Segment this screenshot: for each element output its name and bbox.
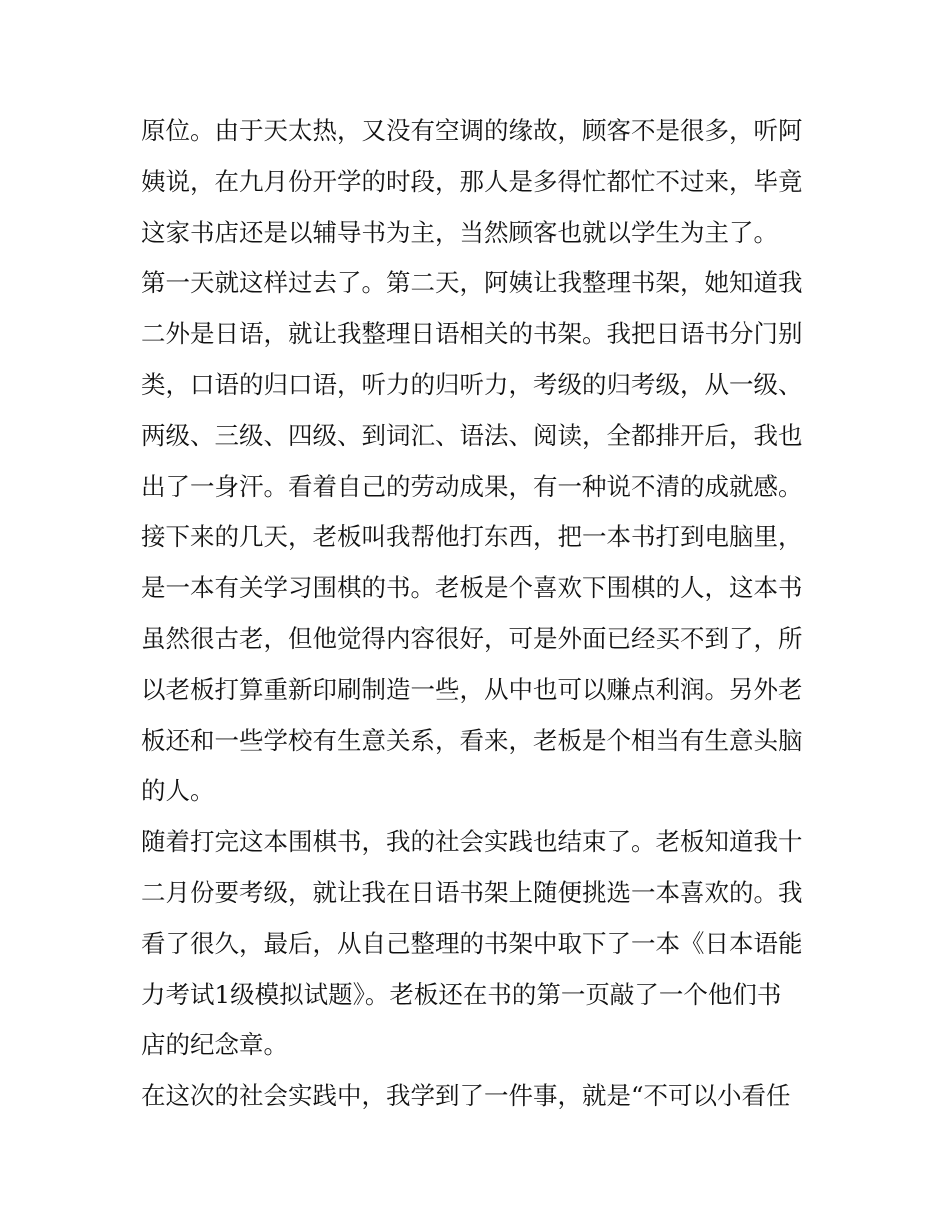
text-line: 二月份要考级，就让我在日语书架上随便挑选一本喜欢的。我 bbox=[141, 877, 803, 907]
body-text bbox=[141, 106, 821, 1122]
text-line: 是一本有关学习围棋的书。老板是个喜欢下围棋的人，这本书 bbox=[141, 573, 803, 603]
text-line: 店的纪念章。 bbox=[141, 1030, 288, 1060]
text-line: 类，口语的归口语，听力的归听力，考级的归考级，从一级、 bbox=[141, 369, 803, 399]
text-line: 原位。由于天太热，又没有空调的缘故，顾客不是很多，听阿 bbox=[141, 116, 803, 145]
text-line: 虽然很古老，但他觉得内容很好，可是外面已经买不到了，所 bbox=[141, 623, 803, 653]
text-line: 板还和一些学校有生意关系，看来，老板是个相当有生意头脑 bbox=[141, 725, 803, 755]
text-line: 第一天就这样过去了。第二天，阿姨让我整理书架，她知道我 bbox=[141, 268, 803, 298]
text-line: 姨说，在九月份开学的时段，那人是多得忙都忙不过来，毕竟 bbox=[141, 166, 803, 196]
text-line: 在这次的社会实践中，我学到了一件事，就是“不可以小看任 bbox=[141, 1081, 791, 1111]
text-line: 力考试1级模拟试题》。老板还在书的第一页敲了一个他们书 bbox=[141, 979, 782, 1009]
text-line: 以老板打算重新印刷制造一些，从中也可以赚点利润。另外老 bbox=[141, 674, 803, 704]
text-line: 看了很久，最后，从自己整理的书架中取下了一本《日本语能 bbox=[141, 928, 803, 958]
text-line: 二外是日语，就让我整理日语相关的书架。我把日语书分门别 bbox=[141, 319, 803, 349]
text-line: 两级、三级、四级、到词汇、语法、阅读，全都排开后，我也 bbox=[141, 420, 803, 450]
text-line: 出了一身汗。看着自己的劳动成果，有一种说不清的成就感。 bbox=[141, 471, 803, 501]
text-line: 这家书店还是以辅导书为主，当然顾客也就以学生为主了。 bbox=[141, 217, 778, 247]
text-line: 接下来的几天，老板叫我帮他打东西，把一本书打到电脑里， bbox=[141, 522, 803, 552]
text-line: 的人。 bbox=[141, 776, 215, 806]
text-line: 随着打完这本围棋书，我的社会实践也结束了。老板知道我十 bbox=[141, 827, 803, 857]
